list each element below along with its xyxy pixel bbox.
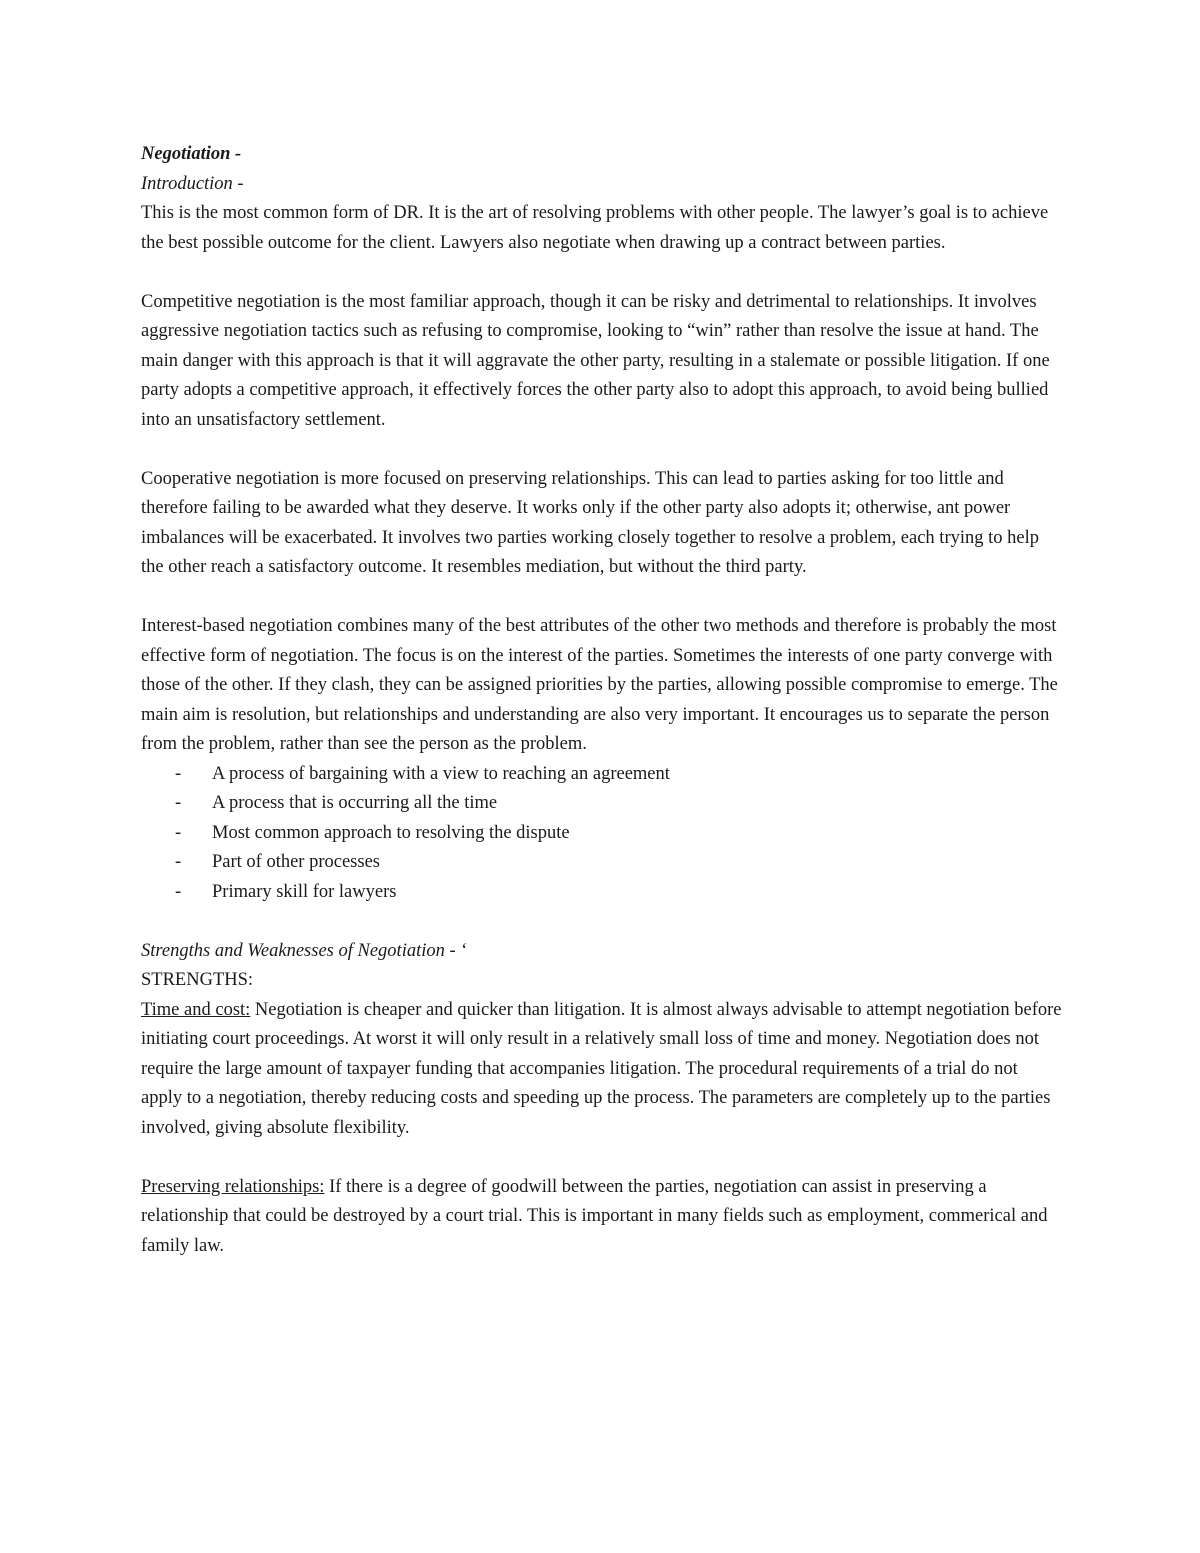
introduction-heading: Introduction -	[141, 173, 244, 194]
preserving-relationships-paragraph	[141, 1173, 1063, 1262]
dash-marker: -	[175, 881, 182, 902]
list-item-text: Most common approach to resolving the dispute	[212, 822, 570, 843]
strengths-weaknesses-heading: Strengths and Weaknesses of Negotiation - ‘	[141, 940, 467, 961]
list-item-text: Part of other processes	[212, 852, 380, 872]
paragraph-gap	[141, 1143, 1063, 1173]
dash-marker: -	[175, 763, 182, 784]
list-item	[141, 760, 1063, 790]
strengths-label: STRENGTHS:	[141, 970, 254, 990]
negotiation-bullet-list	[141, 760, 1063, 908]
preserving-relationships-text: If there is a degree of goodwill between the parties, negotiation can assist in preserving a relationship that could be destroyed by a court trial. This is important in many fields such as employment, commerical and family law.	[141, 1176, 1048, 1256]
list-item-text: Primary skill for lawyers	[212, 881, 397, 902]
document-page	[141, 140, 1063, 1261]
cooperative-negotiation-paragraph: Cooperative negotiation is more focused on preserving relationships. This can lead to parties asking for too little and therefore failing to be awarded what they deserve. It works only if the other party also adopts it; otherwise, ant power imbalances will be exacerbated. It involves two parties working closely together to resolve a problem, each trying to help the other reach a satisfactory outcome. It resembles mediation, but without the third party.	[141, 468, 1039, 577]
preserving-relationships-label: Preserving relationships:	[141, 1176, 325, 1197]
paragraph-gap	[141, 258, 1063, 288]
list-item	[141, 819, 1063, 849]
introduction-paragraph: This is the most common form of DR. It is the art of resolving problems with other people. The lawyer’s goal is to achieve the best possible outcome for the client. Lawyers also negotiate when drawing up a contract between parties.	[141, 203, 1049, 253]
time-and-cost-text: Negotiation is cheaper and quicker than litigation. It is almost always advisable to attempt negotiation before initiating court proceedings. At worst it will only result in a relatively small loss of time and money. Negotiation does not require the large amount of taxpayer funding that accompanies litigation. The procedural requirements of a trial do not apply to a negotiation, thereby reducing costs and speeding up the process. The parameters are completely up to the parties involved, giving absolute flexibility.	[141, 999, 1062, 1138]
dash-marker: -	[175, 822, 182, 843]
list-item	[141, 848, 1063, 878]
list-item-text: A process that is occurring all the time	[212, 793, 498, 813]
list-item	[141, 878, 1063, 908]
paragraph-gap	[141, 435, 1063, 465]
list-item-text: A process of bargaining with a view to reaching an agreement	[212, 763, 670, 784]
dash-marker: -	[175, 852, 182, 872]
document-title: Negotiation -	[141, 144, 242, 164]
competitive-negotiation-paragraph: Competitive negotiation is the most familiar approach, though it can be risky and detrimental to relationships. It involves aggressive negotiation tactics such as refusing to compromise, looking to “win” rather than resolve the issue at hand. The main danger with this approach is that it will aggravate the other party, resulting in a stalemate or possible litigation. If one party adopts a competitive approach, it effectively forces the other party also to adopt this approach, to avoid being bullied into an unsatisfactory settlement.	[141, 291, 1050, 430]
interest-based-negotiation-paragraph: Interest-based negotiation combines many of the best attributes of the other two methods and therefore is probably the most effective form of negotiation. The focus is on the interest of the parties. Sometimes the interests of one party converge with those of the other. If they clash, they can be assigned priorities by the parties, allowing possible compromise to emerge. The main aim is resolution, but relationships and understanding are also very important. It encourages us to separate the person from the problem, rather than see the person as the problem.	[141, 616, 1058, 754]
time-and-cost-paragraph	[141, 996, 1063, 1144]
list-item	[141, 789, 1063, 819]
paragraph-gap	[141, 907, 1063, 937]
paragraph-gap	[141, 583, 1063, 613]
dash-marker: -	[175, 793, 182, 813]
time-and-cost-label: Time and cost:	[141, 999, 251, 1020]
